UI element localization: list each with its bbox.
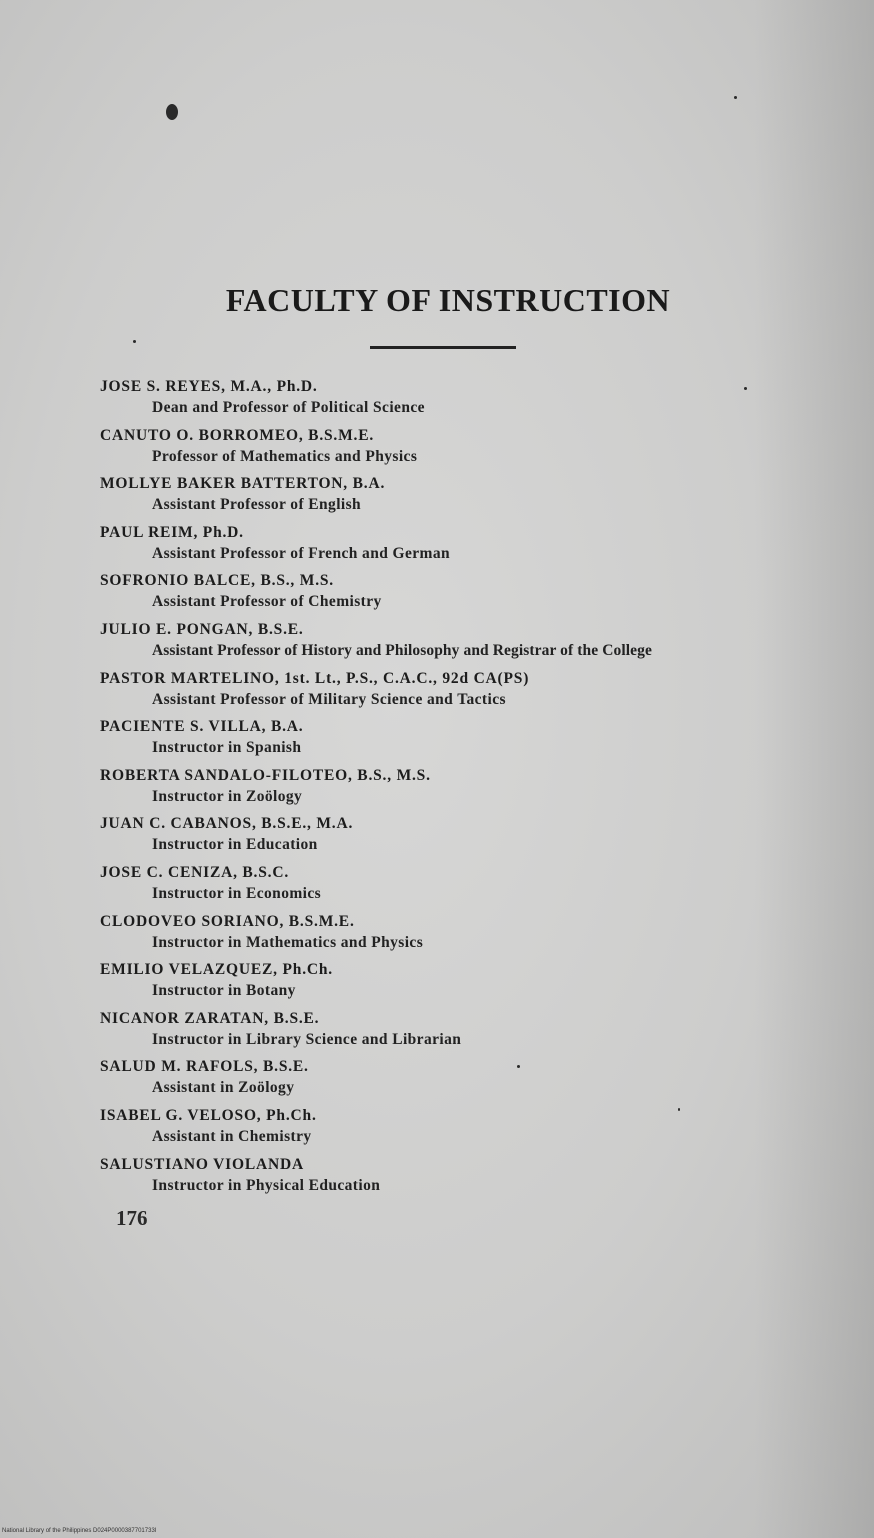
faculty-role: Assistant Professor of English bbox=[152, 496, 362, 514]
faculty-entry bbox=[100, 619, 870, 668]
faculty-name: PACIENTE S. VILLA, B.A. bbox=[100, 718, 304, 736]
faculty-name: ROBERTA SANDALO-FILOTEO, B.S., M.S. bbox=[100, 766, 431, 784]
ink-speck bbox=[166, 104, 178, 120]
library-footer: National Library of the Philippines D024P0000387701733I bbox=[2, 1528, 157, 1534]
faculty-role: Instructor in Botany bbox=[152, 982, 296, 1000]
faculty-name: SOFRONIO BALCE, B.S., M.S. bbox=[100, 572, 334, 590]
faculty-entry bbox=[100, 765, 870, 814]
page-number: 176 bbox=[116, 1206, 148, 1230]
faculty-role: Instructor in Economics bbox=[152, 884, 322, 902]
faculty-role: Instructor in Mathematics and Physics bbox=[152, 933, 424, 951]
faculty-name: JOSE C. CENIZA, B.S.C. bbox=[100, 863, 290, 881]
faculty-name: SALUD M. RAFOLS, B.S.E. bbox=[100, 1058, 309, 1076]
faculty-role: Assistant Professor of Chemistry bbox=[152, 593, 382, 611]
ink-speck bbox=[133, 340, 136, 343]
faculty-name: ISABEL G. VELOSO, Ph.Ch. bbox=[100, 1106, 317, 1124]
faculty-entry bbox=[100, 570, 870, 619]
faculty-role: Instructor in Spanish bbox=[152, 739, 302, 757]
faculty-role: Instructor in Physical Education bbox=[152, 1176, 381, 1194]
faculty-entry bbox=[100, 1056, 870, 1105]
faculty-name: JULIO E. PONGAN, B.S.E. bbox=[100, 620, 304, 638]
faculty-list bbox=[100, 376, 870, 1202]
faculty-name: MOLLYE BAKER BATTERTON, B.A. bbox=[100, 475, 386, 493]
faculty-entry bbox=[100, 911, 870, 960]
faculty-role: Instructor in Library Science and Librarian bbox=[152, 1030, 462, 1048]
faculty-name: CLODOVEO SORIANO, B.S.M.E. bbox=[100, 912, 355, 930]
faculty-role: Assistant in Zoölogy bbox=[152, 1079, 295, 1097]
faculty-role: Instructor in Zoölogy bbox=[152, 787, 303, 805]
faculty-role: Professor of Mathematics and Physics bbox=[152, 447, 418, 465]
faculty-role: Assistant Professor of History and Philosophy and Registrar of the College bbox=[152, 641, 652, 659]
faculty-entry bbox=[100, 425, 870, 474]
faculty-role: Assistant Professor of French and German bbox=[152, 544, 451, 562]
faculty-entry bbox=[100, 522, 870, 571]
faculty-role: Assistant in Chemistry bbox=[152, 1127, 312, 1145]
faculty-entry bbox=[100, 716, 870, 765]
faculty-entry bbox=[100, 473, 870, 522]
faculty-role: Dean and Professor of Political Science bbox=[152, 399, 425, 416]
faculty-role: Assistant Professor of Military Science and Tactics bbox=[152, 690, 506, 708]
faculty-entry bbox=[100, 376, 870, 425]
title-underline bbox=[370, 346, 516, 349]
faculty-entry bbox=[100, 813, 870, 862]
ink-speck bbox=[734, 96, 737, 99]
faculty-entry bbox=[100, 959, 870, 1008]
faculty-name: PAUL REIM, Ph.D. bbox=[100, 523, 244, 541]
faculty-entry bbox=[100, 862, 870, 911]
faculty-name: SALUSTIANO VIOLANDA bbox=[100, 1155, 304, 1173]
faculty-name: EMILIO VELAZQUEZ, Ph.Ch. bbox=[100, 961, 333, 979]
faculty-name: CANUTO O. BORROMEO, B.S.M.E. bbox=[100, 426, 375, 444]
faculty-name: NICANOR ZARATAN, B.S.E. bbox=[100, 1009, 320, 1027]
faculty-name: JUAN C. CABANOS, B.S.E., M.A. bbox=[100, 815, 354, 833]
faculty-name: PASTOR MARTELINO, 1st. Lt., P.S., C.A.C., 92d CA(PS) bbox=[100, 669, 530, 687]
page-title: FACULTY OF INSTRUCTION bbox=[225, 282, 671, 318]
faculty-entry bbox=[100, 668, 870, 717]
faculty-entry bbox=[100, 1008, 870, 1057]
faculty-role: Instructor in Education bbox=[152, 836, 318, 854]
faculty-entry bbox=[100, 1105, 870, 1154]
faculty-name: JOSE S. REYES, M.A., Ph.D. bbox=[100, 378, 318, 395]
faculty-entry bbox=[100, 1154, 870, 1203]
